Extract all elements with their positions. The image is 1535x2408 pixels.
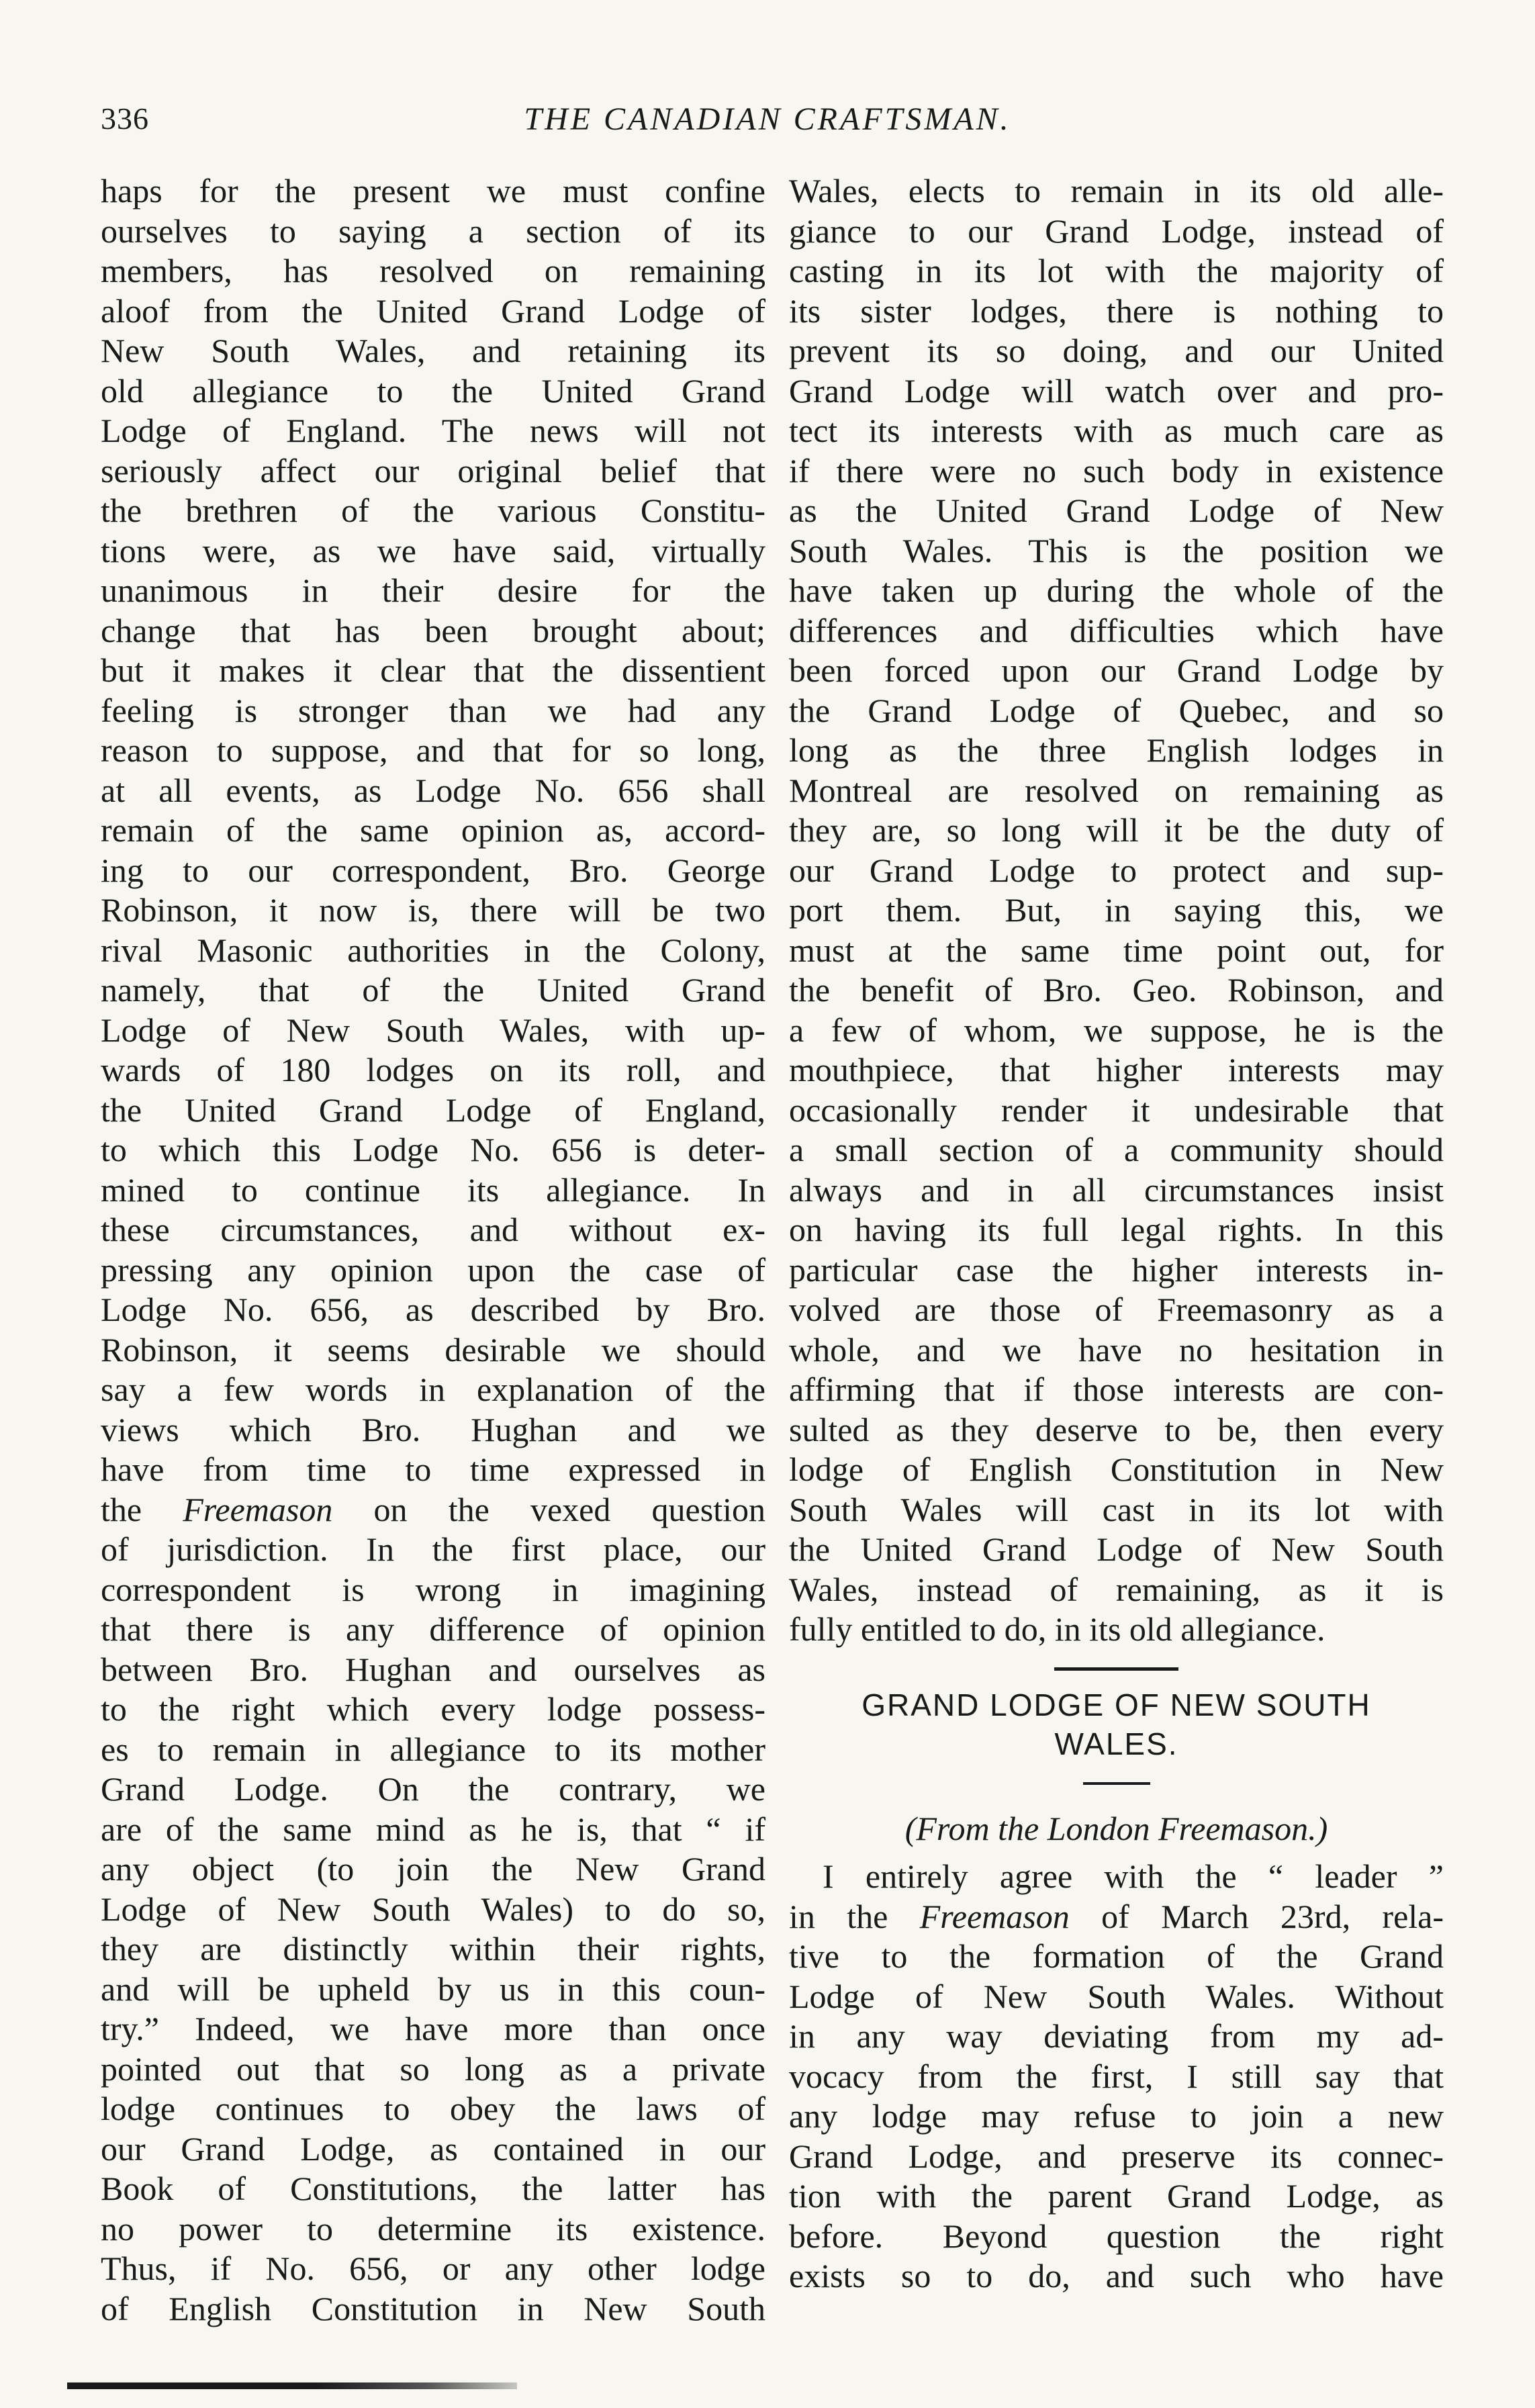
- source-prefix: (From the London: [904, 1809, 1159, 1847]
- section-title-line-1: GRAND LODGE OF NEW SOUTH: [862, 1687, 1371, 1722]
- source-suffix: ): [1316, 1809, 1328, 1847]
- text-line: giance to our Grand Lodge, instead of: [789, 212, 1444, 250]
- text-line: the brethren of the various Constitu-: [101, 492, 765, 529]
- text-line: any object (to join the New Grand: [101, 1850, 765, 1888]
- text-line: Robinson, it now is, there will be two: [101, 891, 765, 929]
- text-line: they are distinctly within their rights,: [101, 1930, 765, 1967]
- text-line: Lodge of New South Wales. Without: [789, 1977, 1444, 2015]
- text-line: mined to continue its allegiance. In: [101, 1170, 765, 1209]
- text-line: the United Grand Lodge of England,: [101, 1091, 765, 1129]
- text-line: fully entitled to do, in its old allegiance.: [789, 1610, 1325, 1648]
- text-line: seriously affect our original belief that: [101, 451, 765, 490]
- text-line: pointed out that so long as a private: [101, 2049, 765, 2088]
- text-line: our Grand Lodge to protect and sup-: [789, 851, 1444, 889]
- text-line: tive to the formation of the Grand: [789, 1937, 1444, 1975]
- text-line: es to remain in allegiance to its mother: [101, 1730, 765, 1768]
- text-line: tions were, as we have said, virtually: [101, 531, 765, 569]
- text-line: old allegiance to the United Grand: [101, 371, 765, 410]
- text-line: that there is any difference of opinion: [101, 1610, 765, 1648]
- text-line: South Wales will cast in its lot with: [789, 1490, 1444, 1528]
- text-line: correspondent is wrong in imagining: [101, 1570, 765, 1608]
- text-line: Wales, instead of remaining, as it is: [789, 1570, 1444, 1608]
- text-line: at all events, as Lodge No. 656 shall: [101, 771, 765, 809]
- text-line: of jurisdiction. In the first place, our: [101, 1530, 765, 1568]
- page-header: [101, 101, 1434, 154]
- text-line: on having its full legal rights. In this: [789, 1211, 1444, 1248]
- text-line: the benefit of Bro. Geo. Robinson, and: [789, 971, 1444, 1009]
- left-column: [101, 171, 765, 2329]
- text-line: Grand Lodge, and preserve its connec-: [789, 2137, 1444, 2175]
- text-line: been forced upon our Grand Lodge by: [789, 651, 1444, 689]
- text-line: pressing any opinion upon the case of: [101, 1250, 765, 1289]
- text-line: are of the same mind as he is, that “ if: [101, 1810, 765, 1848]
- text-line: affirming that if those interests are con-: [789, 1371, 1444, 1408]
- text-line: its sister lodges, there is nothing to: [789, 291, 1444, 330]
- text-line: always and in all circumstances insist: [789, 1170, 1444, 1209]
- text-line: members, has resolved on remaining: [101, 252, 765, 289]
- text-line: volved are those of Freemasonry as a: [789, 1291, 1444, 1328]
- text-line: vocacy from the first, I still say that: [789, 2057, 1444, 2095]
- text-line: whole, and we have no hesitation in: [789, 1330, 1444, 1369]
- text-line: rival Masonic authorities in the Colony,: [101, 931, 765, 969]
- text-line: feeling is stronger than we had any: [101, 691, 765, 729]
- text-line: Robinson, it seems desirable we should: [101, 1330, 765, 1369]
- text-line: between Bro. Hughan and ourselves as: [101, 1650, 765, 1688]
- text-line: I entirely agree with the “ leader ”: [823, 1857, 1444, 1895]
- letter-text: [789, 1857, 1444, 2297]
- text-line: unanimous in their desire for the: [101, 571, 765, 609]
- source-publication: Freemason.: [1158, 1809, 1317, 1847]
- text-line: lodge of English Constitution in New: [789, 1450, 1444, 1488]
- text-line: the Grand Lodge of Quebec, and so: [789, 691, 1444, 729]
- text-line: port them. But, in saying this, we: [789, 891, 1444, 929]
- section-divider: [1054, 1667, 1178, 1671]
- text-line: our Grand Lodge, as contained in our: [101, 2129, 765, 2168]
- text-line: Book of Constitutions, the latter has: [101, 2170, 765, 2207]
- text-line: ourselves to saying a section of its: [101, 212, 765, 250]
- bottom-page-rule: [67, 2382, 517, 2389]
- text-line: remain of the same opinion as, accord-: [101, 811, 765, 849]
- text-line: differences and difficulties which have: [789, 611, 1444, 649]
- text-line: in the Freemason of March 23rd, rela-: [789, 1897, 1444, 1935]
- text-line: exists so to do, and such who have: [789, 2257, 1444, 2295]
- text-line: views which Bro. Hughan and we: [101, 1410, 765, 1448]
- text-line: Lodge of New South Wales) to do so,: [101, 1890, 765, 1928]
- text-line: aloof from the United Grand Lodge of: [101, 291, 765, 330]
- text-line: tect its interests with as much care as: [789, 412, 1444, 449]
- text-line: Montreal are resolved on remaining as: [789, 771, 1444, 809]
- text-line: reason to suppose, and that for so long,: [101, 731, 765, 769]
- text-line: Lodge of England. The news will not: [101, 412, 765, 449]
- text-line: occasionally render it undesirable that: [789, 1091, 1444, 1129]
- text-line: long as the three English lodges in: [789, 731, 1444, 769]
- text-line: the United Grand Lodge of New South: [789, 1530, 1444, 1568]
- text-line: Lodge No. 656, as described by Bro.: [101, 1291, 765, 1328]
- text-line: have taken up during the whole of the: [789, 571, 1444, 609]
- text-line: to the right which every lodge possess-: [101, 1690, 765, 1728]
- text-line: must at the same time point out, for: [789, 931, 1444, 969]
- text-line: to which this Lodge No. 656 is deter-: [101, 1131, 765, 1168]
- text-line: Lodge of New South Wales, with up-: [101, 1011, 765, 1049]
- text-line: before. Beyond question the right: [789, 2217, 1444, 2255]
- text-line: a few of whom, we suppose, he is the: [789, 1011, 1444, 1049]
- section-title-line-2: WALES.: [1054, 1726, 1178, 1761]
- article-text-left: [101, 171, 765, 2329]
- text-line: these circumstances, and without ex-: [101, 1211, 765, 1248]
- section-title: [789, 1685, 1444, 1763]
- article-text-right-top: [789, 171, 1444, 1650]
- text-line: South Wales. This is the position we: [789, 531, 1444, 569]
- text-line: and will be upheld by us in this coun-: [101, 1970, 765, 2008]
- text-line: particular case the higher interests in-: [789, 1250, 1444, 1289]
- title-divider: [1083, 1782, 1150, 1785]
- text-line: have from time to time expressed in: [101, 1450, 765, 1488]
- text-line: prevent its so doing, and our United: [789, 332, 1444, 369]
- text-line: the Freemason on the vexed question: [101, 1490, 765, 1528]
- text-line: as the United Grand Lodge of New: [789, 492, 1444, 529]
- right-column: [789, 171, 1444, 2297]
- text-line: wards of 180 lodges on its roll, and: [101, 1051, 765, 1089]
- source-note: [789, 1809, 1444, 1849]
- text-line: ing to our correspondent, Bro. George: [101, 851, 765, 889]
- text-line: change that has been brought about;: [101, 611, 765, 649]
- page-number: 336: [101, 101, 149, 136]
- text-line: try.” Indeed, we have more than once: [101, 2010, 765, 2047]
- text-line: no power to determine its existence.: [101, 2209, 765, 2248]
- text-line: Grand Lodge. On the contrary, we: [101, 1770, 765, 1808]
- text-line: sulted as they deserve to be, then every: [789, 1410, 1444, 1448]
- text-line: namely, that of the United Grand: [101, 971, 765, 1009]
- text-line: New South Wales, and retaining its: [101, 332, 765, 369]
- running-title: THE CANADIAN CRAFTSMAN.: [524, 101, 1011, 137]
- text-line: they are, so long will it be the duty of: [789, 811, 1444, 849]
- text-line: Thus, if No. 656, or any other lodge: [101, 2250, 765, 2287]
- text-line: Wales, elects to remain in its old alle-: [789, 172, 1444, 210]
- text-line: of English Constitution in New South: [101, 2289, 765, 2327]
- text-line: if there were no such body in existence: [789, 451, 1444, 490]
- text-line: in any way deviating from my ad-: [789, 2017, 1444, 2055]
- text-line: but it makes it clear that the dissentient: [101, 651, 765, 689]
- text-line: Grand Lodge will watch over and pro-: [789, 371, 1444, 410]
- text-line: any lodge may refuse to join a new: [789, 2097, 1444, 2135]
- text-line: casting in its lot with the majority of: [789, 252, 1444, 289]
- text-line: tion with the parent Grand Lodge, as: [789, 2177, 1444, 2215]
- text-line: lodge continues to obey the laws of: [101, 2090, 765, 2127]
- text-line: say a few words in explanation of the: [101, 1371, 765, 1408]
- text-line: a small section of a community should: [789, 1131, 1444, 1168]
- text-line: haps for the present we must confine: [101, 172, 765, 210]
- text-line: mouthpiece, that higher interests may: [789, 1051, 1444, 1089]
